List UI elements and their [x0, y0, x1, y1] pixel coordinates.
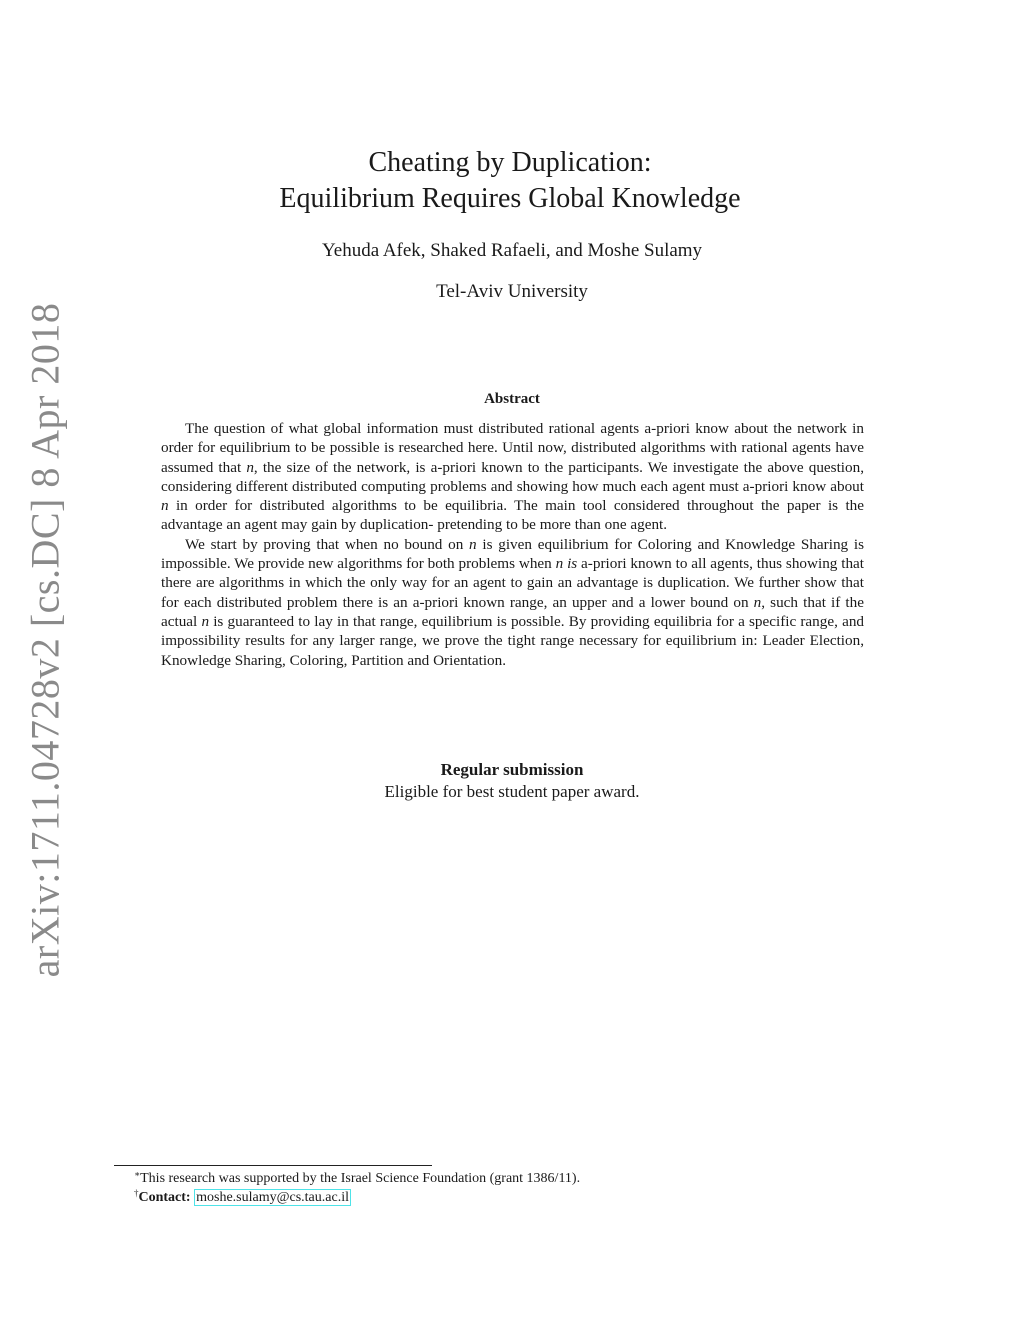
submission-type: Regular submission [440, 760, 584, 779]
submission-info [200, 759, 824, 803]
affiliation: Tel-Aviv University [436, 281, 588, 302]
abstract-heading: Abstract [484, 391, 540, 407]
footnotes [134, 1169, 834, 1207]
abstract-paragraph-2: We start by proving that when no bound on n is given equilibrium for Coloring and Knowledge Sharing is impossible. We provide new algorithms for both problems when n is a-priori known to all agents, thus showing that there are algorithms in which the only way for an agent to gain an advantage is duplication. We further show that for each distributed problem there is an a-priori known range, an upper and a lower bound on n, such that if the actual n is guaranteed to lay in that range, equilibrium is possible. By providing equilibria for a specific range, and impossibility results for any larger range, we prove the tight range necessary for equilibrium in: Leader Election, Knowledge Sharing, Coloring, Partition and Orientation. [161, 535, 865, 669]
arxiv-identifier-stamp: arXiv:1711.04728v2 [cs.DC] 8 Apr 2018 [22, 302, 68, 978]
award-eligibility-note: Eligible for best student paper award. [384, 782, 640, 801]
footnote-contact: †Contact: moshe.sulamy@cs.tau.ac.il [134, 1188, 349, 1205]
paper-title [200, 145, 820, 217]
author-list: Yehuda Afek, Shaked Rafaeli, and Moshe Sulamy [321, 240, 703, 261]
abstract-body [161, 419, 864, 670]
footnote-funding: ∗This research was supported by the Israel Science Foundation (grant 1386/11). [134, 1169, 581, 1186]
paper-title-line-1: Cheating by Duplication: [368, 147, 652, 178]
paper-title-line-2: Equilibrium Requires Global Knowledge [279, 183, 741, 214]
contact-email-link[interactable]: moshe.sulamy@cs.tau.ac.il [196, 1190, 349, 1205]
abstract-paragraph-1: The question of what global information must distributed rational agents a-priori know about the network in order for equilibrium to be possible is researched here. Until now, distributed algorithms with rational agents have assumed that n, the size of the network, is a-priori known to the participants. We investigate the above question, considering different distributed computing problems and showing how much each agent must a-priori know about n in order for distributed algorithms to be equilibria. The main tool considered throughout the paper is the advantage an agent may gain by duplication- pretending to be more than one agent. [161, 420, 864, 534]
footnote-divider [114, 1165, 432, 1166]
